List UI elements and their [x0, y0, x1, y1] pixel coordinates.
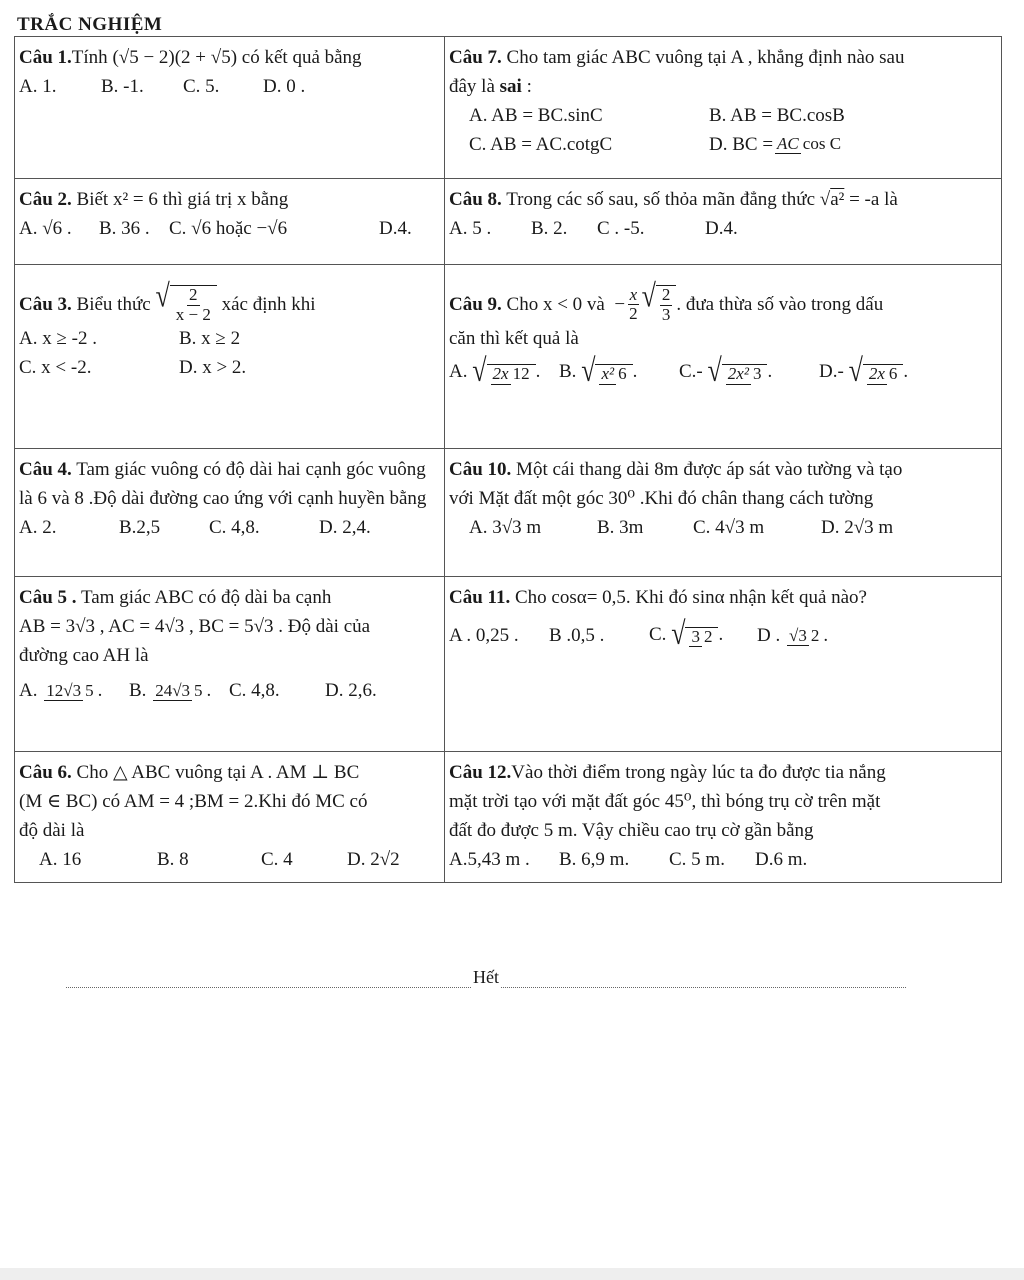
question-2: Câu 2. Biết x² = 6 thì giá trị x bằng A. √6 . B. 36 . C. √6 hoặc −√6 D.4.	[15, 179, 445, 265]
question-4: Câu 4. Tam giác vuông có độ dài hai cạnh góc vuông là 6 và 8 .Độ dài đường cao ứng với cạnh huyền bằng A. 2. B.2,5 C. 4,8. D. 2,4.	[15, 449, 445, 577]
q3-sqrt: √ $\frac{2}{x - 2}$	[155, 285, 216, 324]
question-8: Câu 8. Trong các số sau, số thỏa mãn đẳng thức √a² = -a là A. 5 . B. 2. C . -5. D.4.	[445, 179, 1002, 265]
question-10: Câu 10. Một cái thang dài 8m được áp sát vào tường và tạo với Mặt đất một góc 30⁰ .Khi đó chân thang cách tường A. 3√3 m B. 3m C. 4√3 m D. 2√3 m	[445, 449, 1002, 577]
question-6: Câu 6. Cho △ ABC vuông tại A . AM ⊥ BC (M ∈ BC) có AM = 4 ;BM = 2.Khi đó MC có độ dài là A. 16 B. 8 C. 4 D. 2√2	[15, 752, 445, 883]
question-12: Câu 12.Vào thời điểm trong ngày lúc ta đo được tia nắng mặt trời tạo với mặt đất góc 45⁰, thì bóng trụ cờ trên mặt đất đo được 5 m. Vậy chiều cao trụ cờ gần bằng A.5,43 m . B. 6,9 m. C. 5 m. D.6 m.	[445, 752, 1002, 883]
question-3: Câu 3. Biểu thức √ $\frac{2}{x - 2}$ xác định khi A. x ≥ -2 . B. x ≥ 2 C. x < -2. D. x > 2.	[15, 265, 445, 449]
question-11: Câu 11. Cho cosα= 0,5. Khi đó sinα nhận kết quả nào? A . 0,25 . B .0,5 . C. √ 3 2 . D . √3 2 .	[445, 577, 1002, 752]
question-5: Câu 5 . Tam giác ABC có độ dài ba cạnh AB = 3√3 , AC = 4√3 , BC = 5√3 . Độ dài của đường cao AH là A. 12√3 5 . B. 24√3 5 . C. 4,8. D. 2,6.	[15, 577, 445, 752]
end-marker: Hết	[66, 966, 906, 988]
question-7: Câu 7. Cho tam giác ABC vuông tại A , khẳng định nào sau đây là sai : A. AB = BC.sinC B. AB = BC.cosB C. AB = AC.cotgC D. BC = AC cos C	[445, 37, 1002, 179]
question-1: Câu 1.Tính (√5 − 2)(2 + √5) có kết quả bằng A. 1. B. -1. C. 5. D. 0 .	[15, 37, 445, 179]
bottom-strip	[0, 1268, 1024, 1280]
questions-table	[14, 36, 1002, 883]
question-9: Câu 9. Cho x < 0 và − $\frac{x}{2}$ √ $\frac{2}{3}$ . đưa thừa số vào trong dấu căn thì kết quả là A. √ 2x 12 . B. √ x² 6 . C.- √ 2x² 3 . D.- √ 2x 6 .	[445, 265, 1002, 449]
q1-expression: (√5 − 2)(2 + √5)	[112, 47, 238, 68]
worksheet-title: TRẮC NGHIỆM	[17, 14, 163, 35]
q7-d-fraction: AC cos C	[777, 133, 842, 153]
q9-options: A. √ 2x 12 . B. √ x² 6 . C.- √ 2x² 3 . D.- √ 2x 6 .	[449, 352, 909, 389]
